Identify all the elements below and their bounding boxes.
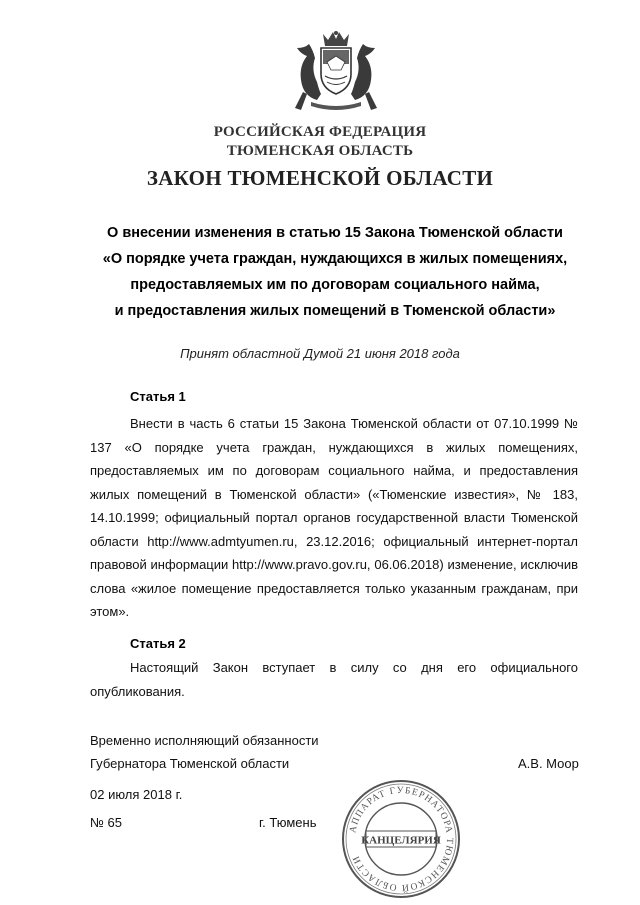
article-2-heading: Статья 2 (130, 636, 186, 651)
law-number: № 65 (90, 815, 123, 830)
signatory-position-line2: Губернатора Тюменской области (90, 756, 290, 771)
document-type-heading: ЗАКОН ТЮМЕНСКОЙ ОБЛАСТИ (146, 166, 494, 190)
law-title-line: предоставляемых им по договорам социального найма, (130, 277, 540, 293)
article-2-text: Настоящий Закон вступает в силу со дня его официального опубликования. (90, 660, 578, 699)
law-title-line: и предоставления жилых помещений в Тюменской области» (114, 303, 556, 319)
stamp-ring-text: АППАРАТ ГУБЕРНАТОРА ТЮМЕНСКОЙ ОБЛАСТИ (348, 785, 455, 893)
article-1-text: Внести в часть 6 статьи 15 Закона Тюменской области от 07.10.1999 № 137 «О порядке учета граждан, нуждающихся в жилых помещениях, предоставляемых им по договорам социального найма, и предоставления жилых помещений в Тюменской области» («Тюменские известия», № 183, 14.10.1999; официальный портал органов государственной власти Тюменской области http://www.admtyumen.ru, 23.12.2016; официальный интернет-портал правовой информации http://www.pravo.gov.ru, 06.06.2018) изменение, исключив слова «жилое помещение предоставляется только указанным гражданам, при этом». (90, 416, 578, 619)
law-title-line: О внесении изменения в статью 15 Закона Тюменской области (107, 225, 563, 241)
country-heading: РОССИЙСКАЯ ФЕДЕРАЦИЯ (213, 124, 427, 140)
law-title (60, 220, 610, 324)
law-title-line: «О порядке учета граждан, нуждающихся в жилых помещениях, (102, 251, 568, 267)
signatory-position-line1: Временно исполняющий обязанности (90, 733, 319, 748)
region-heading: ТЮМЕНСКАЯ ОБЛАСТЬ (226, 143, 414, 159)
signatory-name: А.В. Моор (518, 756, 579, 771)
article-1-heading: Статья 1 (130, 389, 186, 404)
coat-of-arms-emblem (281, 30, 391, 112)
signing-date: 02 июля 2018 г. (90, 787, 183, 802)
adoption-note: Принят областной Думой 21 июня 2018 года (180, 346, 460, 361)
office-stamp (340, 778, 462, 900)
signing-city: г. Тюмень (259, 815, 317, 830)
stamp-center-text: КАНЦЕЛЯРИЯ (361, 834, 441, 847)
